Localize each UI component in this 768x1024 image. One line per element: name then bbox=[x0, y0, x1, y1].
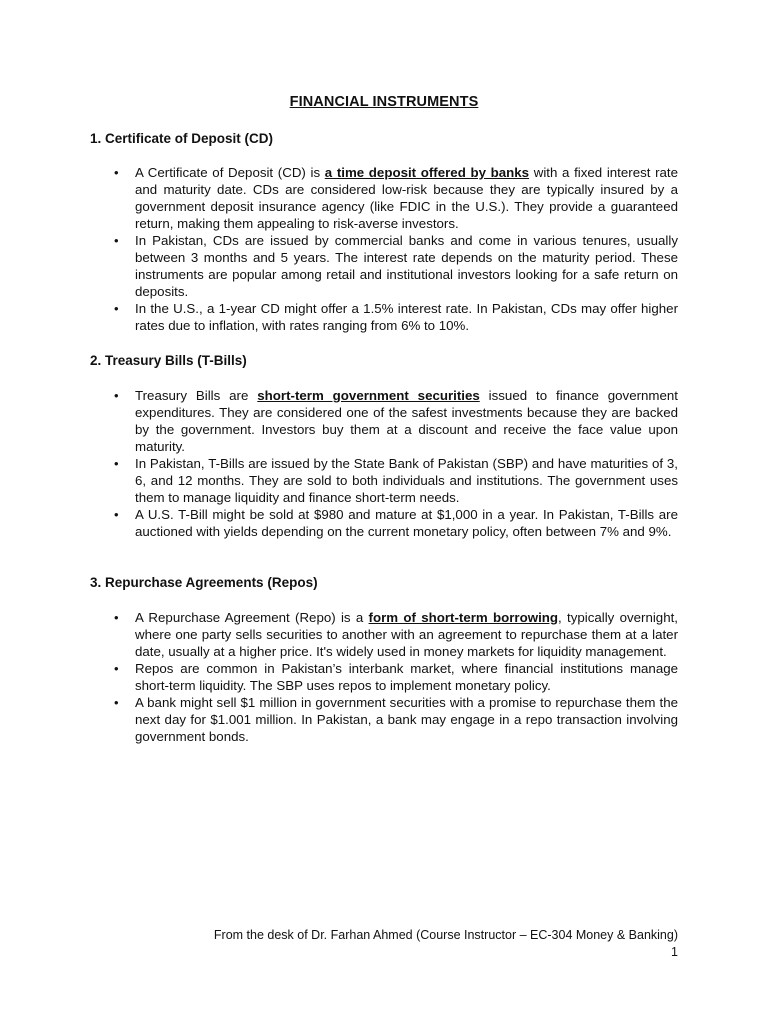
page-number: 1 bbox=[671, 945, 678, 959]
section-heading-certificate-of-deposit: 1. Certificate of Deposit (CD) bbox=[90, 131, 274, 146]
list-item: • A U.S. T-Bill might be sold at $980 and mature at $1,000 in a year. In Pakistan, T-Bills are auctioned with yields depending on the current monetary policy, often between 7% and 9%. bbox=[112, 506, 678, 540]
section-heading-repurchase-agreements: 3. Repurchase Agreements (Repos) bbox=[90, 575, 318, 590]
page-title: FINANCIAL INSTRUMENTS bbox=[289, 94, 479, 110]
section-list-repurchase-agreements bbox=[112, 609, 678, 745]
list-item: • In Pakistan, CDs are issued by commercial banks and come in various tenures, usually between 3 months and 5 years. The interest rate depends on the maturity period. These instruments are popular among retail and institutional investors looking for a safe return on deposits. bbox=[112, 232, 678, 300]
footer-credit: From the desk of Dr. Farhan Ahmed (Course Instructor – EC-304 Money & Banking) bbox=[213, 928, 678, 942]
section-list-treasury-bills bbox=[112, 387, 678, 540]
emphasized-term: short-term government securities bbox=[257, 388, 480, 403]
list-item: • Treasury Bills are short-term government securities issued to finance government expenditures. They are considered one of the safest investments because they are backed by the government. Investors buy them at a discount and receive the face value upon maturity. bbox=[112, 387, 678, 455]
section-heading-treasury-bills: 2. Treasury Bills (T-Bills) bbox=[90, 353, 247, 368]
list-item: • In Pakistan, T-Bills are issued by the State Bank of Pakistan (SBP) and have maturities of 3, 6, and 12 months. They are sold to both individuals and institutions. The government uses them to manage liquidity and finance short-term needs. bbox=[112, 455, 678, 506]
list-item: • A bank might sell $1 million in government securities with a promise to repurchase them the next day for $1.001 million. In Pakistan, a bank may engage in a repo transaction involving government bonds. bbox=[112, 694, 678, 745]
emphasized-term: a time deposit offered by banks bbox=[324, 165, 530, 180]
list-item: • Repos are common in Pakistan’s interbank market, where financial institutions manage short-term liquidity. The SBP uses repos to implement monetary policy. bbox=[112, 660, 678, 694]
list-item: • A Repurchase Agreement (Repo) is a form of short-term borrowing, typically overnight, where one party sells securities to another with an agreement to repurchase them at a later date, usually at a higher price. It's widely used in money markets for liquidity management. bbox=[112, 609, 678, 660]
section-list-certificate-of-deposit bbox=[112, 164, 678, 334]
emphasized-term: form of short-term borrowing bbox=[368, 610, 559, 625]
list-item: • A Certificate of Deposit (CD) is a time deposit offered by banks with a fixed interest rate and maturity date. CDs are considered low-risk because they are typically insured by a government deposit insurance agency (like FDIC in the U.S.). They provide a guaranteed return, making them appealing to risk-averse investors. bbox=[112, 164, 678, 232]
list-item: • In the U.S., a 1-year CD might offer a 1.5% interest rate. In Pakistan, CDs may offer higher rates due to inflation, with rates ranging from 6% to 10%. bbox=[112, 300, 678, 334]
